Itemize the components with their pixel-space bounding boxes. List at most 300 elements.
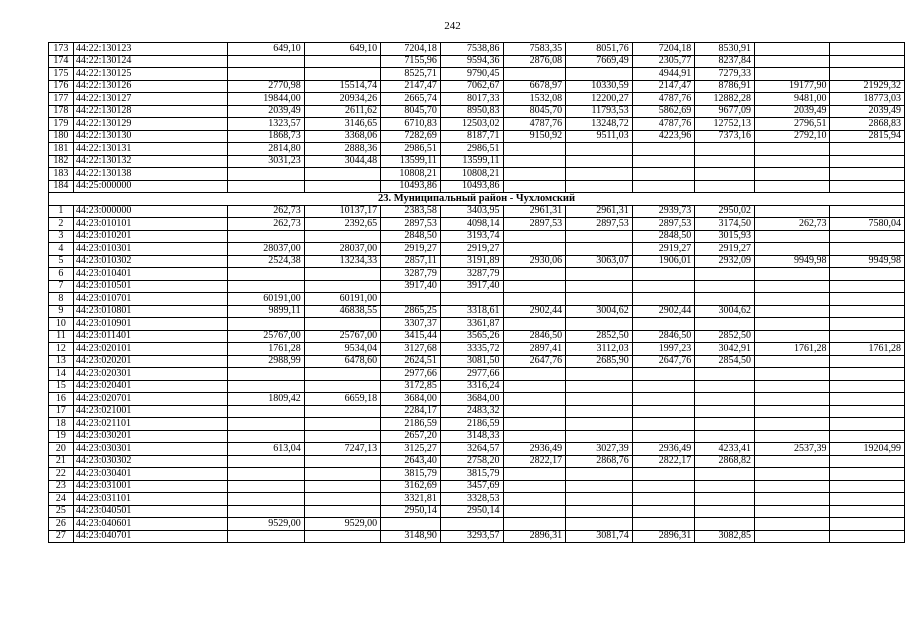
value-cell: 2796,51 [754,118,829,131]
cadastral-code: 44:23:010801 [73,305,227,318]
value-cell [228,230,304,243]
value-cell: 2848,50 [632,230,695,243]
value-cell [695,393,755,406]
value-cell: 3125,27 [381,443,441,456]
value-cell [695,268,755,281]
value-cell: 8237,84 [695,55,755,68]
value-cell: 4233,41 [695,443,755,456]
value-cell: 262,73 [754,218,829,231]
value-cell [830,243,905,256]
cadastral-code: 44:22:130126 [73,80,227,93]
row-number: 180 [49,130,74,143]
cadastral-code: 44:23:010701 [73,293,227,306]
value-cell [830,430,905,443]
value-cell: 3044,48 [304,155,380,168]
value-cell: 2758,20 [440,455,503,468]
cadastral-code: 44:23:020301 [73,368,227,381]
row-number: 1 [49,205,74,218]
cadastral-code: 44:23:020101 [73,343,227,356]
value-cell: 2950,14 [381,505,441,518]
value-cell [830,530,905,543]
table-row [49,368,905,381]
value-cell: 2147,47 [381,80,441,93]
value-cell [754,155,829,168]
value-cell: 3027,39 [566,443,633,456]
row-number: 21 [49,455,74,468]
value-cell [754,518,829,531]
row-number: 23 [49,480,74,493]
value-cell: 2846,50 [632,330,695,343]
row-number: 19 [49,430,74,443]
value-cell: 19177,90 [754,80,829,93]
value-cell: 3917,40 [381,280,441,293]
value-cell: 1809,42 [228,393,304,406]
value-cell: 3684,00 [381,393,441,406]
cadastral-code: 44:23:030301 [73,443,227,456]
value-cell: 3162,69 [381,480,441,493]
value-cell: 10330,59 [566,80,633,93]
value-cell [830,380,905,393]
value-cell: 3148,90 [381,530,441,543]
value-cell: 4223,96 [632,130,695,143]
value-cell: 10808,21 [381,168,441,181]
table-row [49,180,905,193]
value-cell: 3148,33 [440,430,503,443]
value-cell [304,168,380,181]
table-row [49,218,905,231]
value-cell: 2643,40 [381,455,441,468]
row-number: 183 [49,168,74,181]
value-cell [754,280,829,293]
value-cell [695,430,755,443]
value-cell [695,155,755,168]
value-cell [566,430,633,443]
value-cell: 2888,36 [304,143,380,156]
cadastral-code: 44:22:130129 [73,118,227,131]
cadastral-code: 44:23:020201 [73,355,227,368]
value-cell: 3287,79 [381,268,441,281]
value-cell: 262,73 [228,218,304,231]
cadastral-code: 44:25:000000 [73,180,227,193]
value-cell [566,68,633,81]
value-cell: 2186,59 [381,418,441,431]
value-cell [304,268,380,281]
value-cell: 8187,71 [440,130,503,143]
value-cell [830,418,905,431]
value-cell: 3004,62 [695,305,755,318]
value-cell: 3318,61 [440,305,503,318]
value-cell [754,180,829,193]
cadastral-code: 44:23:000000 [73,205,227,218]
cadastral-code: 44:23:010101 [73,218,227,231]
table-row [49,43,905,56]
value-cell: 2977,66 [381,368,441,381]
value-cell [695,418,755,431]
value-cell: 2986,51 [440,143,503,156]
cadastral-code: 44:23:010401 [73,268,227,281]
row-number: 2 [49,218,74,231]
value-cell: 2537,39 [754,443,829,456]
row-number: 182 [49,155,74,168]
cadastral-code: 44:23:010201 [73,230,227,243]
value-cell: 2950,14 [440,505,503,518]
value-cell: 7204,18 [381,43,441,56]
value-cell [304,55,380,68]
row-number: 179 [49,118,74,131]
value-cell: 13248,72 [566,118,633,131]
value-cell: 12503,02 [440,118,503,131]
value-cell [503,280,566,293]
value-cell: 25767,00 [228,330,304,343]
value-cell: 4787,76 [632,93,695,106]
value-cell [503,480,566,493]
value-cell: 2685,90 [566,355,633,368]
table-row [49,118,905,131]
value-cell: 20934,26 [304,93,380,106]
value-cell [503,318,566,331]
value-cell: 2852,50 [695,330,755,343]
value-cell: 6678,97 [503,80,566,93]
value-cell: 2919,27 [440,243,503,256]
table-row [49,80,905,93]
value-cell [566,393,633,406]
row-number: 9 [49,305,74,318]
value-cell: 9677,09 [695,105,755,118]
value-cell [566,518,633,531]
row-number: 22 [49,468,74,481]
cadastral-code: 44:23:020701 [73,393,227,406]
cadastral-code: 44:23:030201 [73,430,227,443]
table-row [49,530,905,543]
cadastral-code: 44:22:130125 [73,68,227,81]
row-number: 184 [49,180,74,193]
value-cell [632,268,695,281]
value-cell: 2896,31 [503,530,566,543]
row-number: 3 [49,230,74,243]
row-number: 17 [49,405,74,418]
value-cell: 21929,32 [830,80,905,93]
value-cell: 2897,41 [503,343,566,356]
value-cell: 13599,11 [381,155,441,168]
value-cell: 4098,14 [440,218,503,231]
value-cell [566,505,633,518]
value-cell: 2919,27 [632,243,695,256]
value-cell [754,368,829,381]
value-cell [440,518,503,531]
table-row [49,493,905,506]
value-cell: 6710,83 [381,118,441,131]
value-cell [381,293,441,306]
value-cell [228,268,304,281]
table-row [49,93,905,106]
value-cell [695,380,755,393]
value-cell: 9790,45 [440,68,503,81]
value-cell [228,68,304,81]
value-cell: 3127,68 [381,343,441,356]
value-cell: 2897,53 [503,218,566,231]
value-cell: 2986,51 [381,143,441,156]
value-cell [830,305,905,318]
value-cell [632,418,695,431]
value-cell [304,530,380,543]
value-cell [304,430,380,443]
value-cell [503,243,566,256]
value-cell [754,293,829,306]
cadastral-code: 44:22:130131 [73,143,227,156]
value-cell: 15514,74 [304,80,380,93]
value-cell [632,493,695,506]
table-row [49,318,905,331]
value-cell [830,405,905,418]
value-cell [304,418,380,431]
value-cell: 2657,20 [381,430,441,443]
table-row [49,430,905,443]
value-cell: 8530,91 [695,43,755,56]
value-cell [830,230,905,243]
cadastral-code: 44:22:130128 [73,105,227,118]
table-row [49,380,905,393]
cadastral-code: 44:23:010501 [73,280,227,293]
value-cell [503,368,566,381]
table-row [49,143,905,156]
value-cell: 7279,33 [695,68,755,81]
value-cell: 9534,04 [304,343,380,356]
value-cell: 9150,92 [503,130,566,143]
value-cell: 1761,28 [754,343,829,356]
cadastral-code: 44:23:021101 [73,418,227,431]
value-cell [632,155,695,168]
value-cell [830,330,905,343]
value-cell [304,318,380,331]
value-cell [304,405,380,418]
value-cell [503,393,566,406]
value-cell: 2392,65 [304,218,380,231]
row-number: 5 [49,255,74,268]
value-cell: 613,04 [228,443,304,456]
value-cell [228,318,304,331]
value-cell [754,55,829,68]
row-number: 6 [49,268,74,281]
value-cell [304,230,380,243]
value-cell: 9529,00 [304,518,380,531]
value-cell [228,505,304,518]
value-cell: 2284,17 [381,405,441,418]
value-cell [830,180,905,193]
cadastral-code: 44:23:010301 [73,243,227,256]
value-cell [566,318,633,331]
value-cell [566,230,633,243]
value-cell [566,180,633,193]
value-cell: 3063,07 [566,255,633,268]
table-row [49,455,905,468]
value-cell: 3328,53 [440,493,503,506]
value-cell: 7282,69 [381,130,441,143]
value-cell: 9511,03 [566,130,633,143]
value-cell [228,530,304,543]
value-cell: 3082,85 [695,530,755,543]
table-row [49,155,905,168]
cadastral-code: 44:23:021001 [73,405,227,418]
value-cell [503,418,566,431]
row-number: 20 [49,443,74,456]
cadastral-code: 44:23:030302 [73,455,227,468]
table-row [49,443,905,456]
value-cell: 649,10 [304,43,380,56]
value-cell [695,280,755,293]
value-cell [695,405,755,418]
value-cell: 2939,73 [632,205,695,218]
value-cell: 2897,53 [632,218,695,231]
value-cell: 3316,24 [440,380,503,393]
value-cell: 18773,03 [830,93,905,106]
value-cell [754,243,829,256]
value-cell: 8525,71 [381,68,441,81]
cadastral-code: 44:22:130123 [73,43,227,56]
value-cell [503,268,566,281]
table-row [49,205,905,218]
value-cell [695,168,755,181]
value-cell [503,68,566,81]
value-cell [754,305,829,318]
value-cell: 25767,00 [304,330,380,343]
value-cell [754,355,829,368]
row-number: 174 [49,55,74,68]
value-cell: 2919,27 [695,243,755,256]
cadastral-code: 44:23:020401 [73,380,227,393]
page-number: 242 [444,20,461,32]
row-number: 24 [49,493,74,506]
table-row [49,480,905,493]
value-cell: 7155,96 [381,55,441,68]
value-cell [754,43,829,56]
value-cell: 6478,60 [304,355,380,368]
value-cell [754,393,829,406]
table-body-chukhloma-district [49,205,905,543]
value-cell: 9481,00 [754,93,829,106]
value-cell [754,268,829,281]
value-cell: 60191,00 [228,293,304,306]
value-cell: 3146,65 [304,118,380,131]
value-cell: 2039,49 [830,105,905,118]
value-cell: 8045,70 [381,105,441,118]
value-cell: 2611,62 [304,105,380,118]
value-cell: 8017,33 [440,93,503,106]
value-cell: 2305,77 [632,55,695,68]
value-cell: 1761,28 [228,343,304,356]
value-cell [632,293,695,306]
value-cell: 3193,74 [440,230,503,243]
row-number: 173 [49,43,74,56]
value-cell [754,143,829,156]
value-cell [632,180,695,193]
value-cell: 3081,50 [440,355,503,368]
value-cell: 10493,86 [381,180,441,193]
value-cell [695,505,755,518]
value-cell: 3264,57 [440,443,503,456]
value-cell [228,280,304,293]
value-cell: 2876,08 [503,55,566,68]
cadastral-code: 44:23:040601 [73,518,227,531]
cadastral-value-table [48,42,905,543]
table-row [49,243,905,256]
value-cell [228,55,304,68]
value-cell [304,468,380,481]
value-cell [695,180,755,193]
value-cell: 2814,80 [228,143,304,156]
value-cell [566,368,633,381]
value-cell [754,330,829,343]
value-cell [754,405,829,418]
row-number: 176 [49,80,74,93]
value-cell: 7580,04 [830,218,905,231]
value-cell: 3015,93 [695,230,755,243]
value-cell: 3307,37 [381,318,441,331]
value-cell: 2822,17 [632,455,695,468]
value-cell: 28037,00 [304,243,380,256]
row-number: 26 [49,518,74,531]
row-number: 4 [49,243,74,256]
table-row [49,393,905,406]
value-cell [830,468,905,481]
value-cell [440,293,503,306]
value-cell: 2665,74 [381,93,441,106]
section-header-row [49,193,905,206]
cadastral-code: 44:23:031101 [73,493,227,506]
value-cell: 11793,53 [566,105,633,118]
value-cell [304,368,380,381]
value-cell: 3917,40 [440,280,503,293]
value-cell: 3368,06 [304,130,380,143]
value-cell: 1997,23 [632,343,695,356]
value-cell [830,43,905,56]
value-cell: 2647,76 [503,355,566,368]
value-cell [754,455,829,468]
value-cell: 12200,27 [566,93,633,106]
value-cell: 2961,31 [566,205,633,218]
value-cell [503,493,566,506]
row-number: 27 [49,530,74,543]
value-cell [830,268,905,281]
value-cell [754,68,829,81]
value-cell [566,468,633,481]
cadastral-code: 44:22:130127 [73,93,227,106]
value-cell [503,293,566,306]
table-row [49,505,905,518]
value-cell [830,518,905,531]
value-cell: 60191,00 [304,293,380,306]
value-cell [566,405,633,418]
value-cell [503,155,566,168]
cadastral-code: 44:22:130132 [73,155,227,168]
table-row [49,305,905,318]
value-cell: 10493,86 [440,180,503,193]
table-row [49,293,905,306]
value-cell: 46838,55 [304,305,380,318]
value-cell: 3415,44 [381,330,441,343]
value-cell: 2896,31 [632,530,695,543]
cadastral-code: 44:22:130124 [73,55,227,68]
value-cell: 13599,11 [440,155,503,168]
value-cell: 3293,57 [440,530,503,543]
value-cell [228,405,304,418]
value-cell: 7247,13 [304,443,380,456]
value-cell [566,168,633,181]
value-cell [830,293,905,306]
value-cell: 2186,59 [440,418,503,431]
value-cell [695,318,755,331]
value-cell: 4944,91 [632,68,695,81]
table-row [49,468,905,481]
